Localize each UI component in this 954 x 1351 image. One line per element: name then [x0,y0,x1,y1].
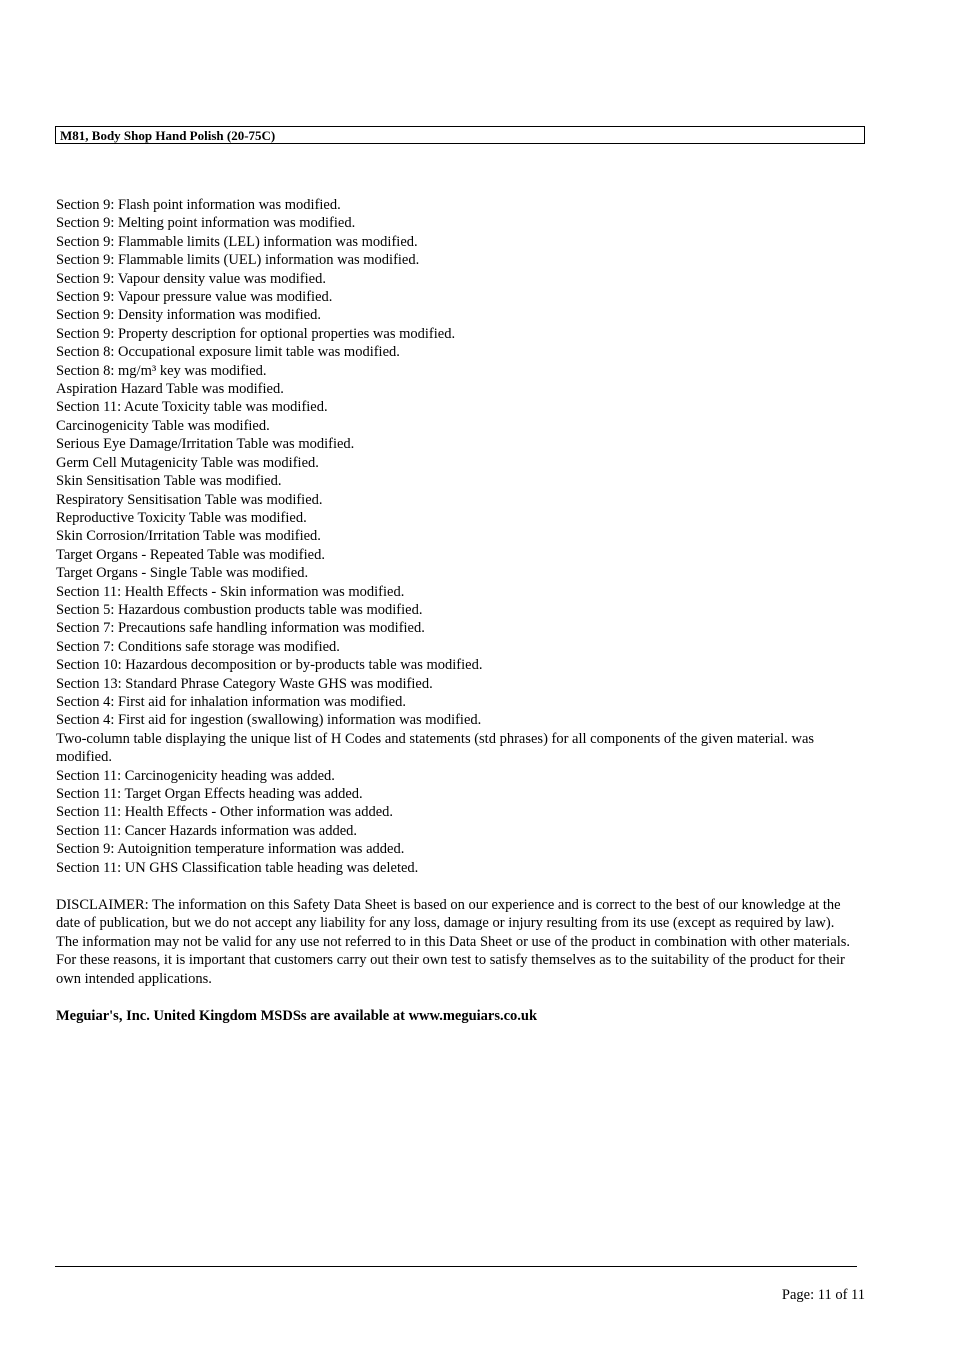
revision-change-item: Carcinogenicity Table was modified. [56,417,270,434]
document-title: M81, Body Shop Hand Polish (20-75C) [55,126,865,144]
revision-change-item: Section 11: Health Effects - Skin information was modified. [56,583,405,600]
revision-change-item: Section 8: Occupational exposure limit table was modified. [56,344,400,361]
revision-change-item: Germ Cell Mutagenicity Table was modified. [56,454,319,471]
revision-change-item: Section 7: Conditions safe storage was modified. [56,638,340,655]
revision-change-item: Section 9: Autoignition temperature information was added. [56,841,405,858]
revision-change-item: Section 10: Hazardous decomposition or by-products table was modified. [56,657,483,674]
revision-change-item: Respiratory Sensitisation Table was modified. [56,491,323,508]
revision-change-item: Aspiration Hazard Table was modified. [56,381,284,398]
revision-change-item: Section 11: Target Organ Effects heading was added. [56,786,363,802]
revision-change-item: Section 11: Acute Toxicity table was modified. [56,399,328,416]
revision-change-item: Target Organs - Repeated Table was modified. [56,546,325,563]
revision-change-item: Skin Sensitisation Table was modified. [56,473,282,490]
revision-change-item: Section 4: First aid for inhalation information was modified. [56,693,406,710]
msds-availability-note: Meguiar's, Inc. United Kingdom MSDSs are available at www.meguiars.co.uk [56,1008,538,1024]
revision-changes-list [56,196,846,877]
disclaimer-paragraph: DISCLAIMER: The information on this Safety Data Sheet is based on our experience and is correct to the best of our knowledge at the date of publication, but we do not accept any liability for any loss, damage or injury resulting from its use (except as required by law). The information may not be valid for any use not referred to in this Data Sheet or use of the product in combination with other materials. For these reasons, it is important that customers carry out their own test to satisfy themselves as to the suitability of the product for their own intended applications. [56,897,851,987]
revision-change-item: Section 9: Vapour density value was modified. [56,270,326,287]
revision-change-item: Section 9: Property description for optional properties was modified. [56,325,456,342]
revision-change-item: Two-column table displaying the unique list of H Codes and statements (std phrases) for all components of the given material. was modified. [56,730,815,766]
revision-change-item: Section 4: First aid for ingestion (swallowing) information was modified. [56,712,482,729]
revision-change-item: Section 11: Carcinogenicity heading was added. [56,767,335,784]
revision-change-item: Section 13: Standard Phrase Category Waste GHS was modified. [56,675,433,692]
revision-change-item: Section 9: Flammable limits (LEL) information was modified. [56,233,418,250]
revision-change-item: Section 11: Cancer Hazards information was added. [56,822,358,839]
revision-change-item: Serious Eye Damage/Irritation Table was modified. [56,436,355,453]
revision-change-item: Section 8: mg/m³ key was modified. [56,362,267,379]
footer-divider [55,1266,857,1267]
revision-change-item: Section 5: Hazardous combustion products table was modified. [56,601,423,618]
revision-change-item: Target Organs - Single Table was modified. [56,565,309,582]
revision-change-item: Section 9: Melting point information was modified. [56,215,356,232]
revision-change-item: Reproductive Toxicity Table was modified. [56,509,307,526]
revision-change-item: Section 7: Precautions safe handling information was modified. [56,620,425,637]
revision-change-item: Section 9: Vapour pressure value was modified. [56,289,333,306]
revision-change-item: Section 9: Flash point information was modified. [56,197,341,213]
revision-change-item: Section 11: Health Effects - Other information was added. [56,804,394,821]
revision-change-item: Section 11: UN GHS Classification table heading was deleted. [56,859,419,876]
page-number: Page: 11 of 11 [781,1287,865,1303]
revision-change-item: Skin Corrosion/Irritation Table was modified. [56,528,321,545]
revision-change-item: Section 9: Density information was modified. [56,307,321,324]
revision-change-item: Section 9: Flammable limits (UEL) information was modified. [56,252,420,269]
